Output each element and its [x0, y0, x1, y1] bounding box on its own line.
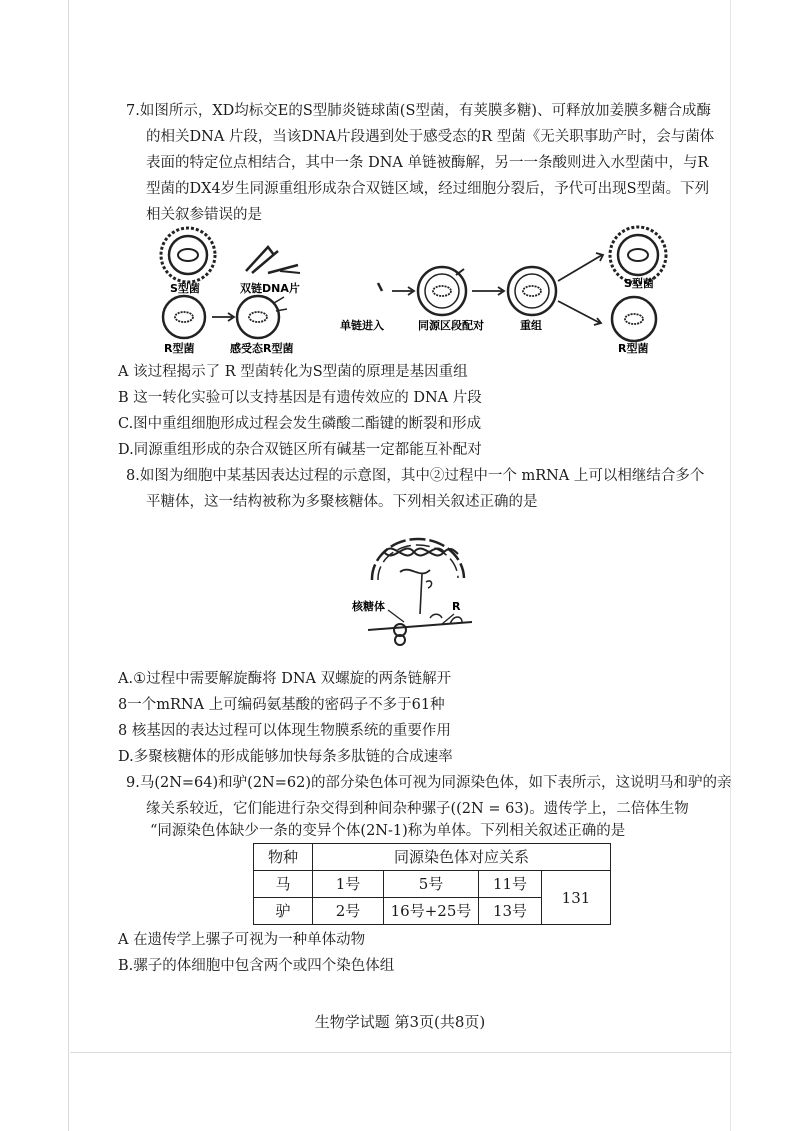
- q8-gene-expression-diagram: [350, 518, 490, 648]
- q8-option-b: 8一个mRNA 上可编码氨基酸的密码子不多于61种: [118, 697, 445, 713]
- homologous-chromosome-table: [253, 843, 611, 925]
- row-cell: 5号: [384, 871, 479, 898]
- q7-option-d: D.同源重组形成的杂合双链区所有碱基一定都能互补配对: [118, 442, 482, 458]
- row-cell: 16号+25号: [384, 898, 479, 925]
- r-bacterium-icon: [163, 296, 205, 338]
- row-species: 驴: [254, 898, 313, 925]
- q7-stem-line-3: 表面的特定位点相结合，其中一条 DNA 单链被酶解，另一一条酸则进入水型菌中，与R: [146, 155, 709, 171]
- competent-r-label: 感受态R型菌: [230, 342, 294, 355]
- q7-option-b: B 这一转化实验可以支持基因是有遗传效应的 DNA 片段: [118, 390, 482, 406]
- ribosome-label: 核糖体: [352, 600, 385, 613]
- r-output-label: R型菌: [618, 342, 649, 355]
- q9-stem-line-3: “同源染色体缺少一条的变异个体(2N-1)称为单体。下列相关叙述正确的是: [150, 823, 626, 839]
- extra-cell: 131: [542, 871, 611, 925]
- table-header-row: [254, 844, 611, 871]
- q7-stem-line-1: 7.如图所示，XD均标交E的S型肺炎链球菌(S型菌，有荚膜多糖)、可释放加姜膜多糖合成酶: [126, 103, 712, 119]
- page-footer: 生物学试题 第3页(共8页): [314, 1013, 486, 1031]
- dna-fragments-icon: [246, 247, 300, 273]
- single-strand-label: 单链进入: [340, 319, 384, 332]
- s-bacterium-icon: [161, 228, 215, 282]
- r-label: R: [452, 600, 461, 613]
- s-output-icon: [610, 227, 666, 283]
- q8-option-a: A.①过程中需要解旋酶将 DNA 双螺旋的两条链解开: [118, 671, 452, 687]
- recombination-label: 重组: [520, 319, 542, 332]
- competent-r-bacterium-icon: [237, 296, 287, 338]
- mrna-polysome-icon: [368, 614, 472, 645]
- scan-edge-right: [730, 0, 731, 1131]
- q9-option-b: B.骡子的体细胞中包含两个或四个染色体组: [118, 958, 395, 974]
- r-output-icon: [612, 297, 656, 341]
- q7-transformation-diagram: [150, 225, 690, 360]
- row-cell: 2号: [313, 898, 384, 925]
- dna-helix-icon: [384, 549, 458, 574]
- row-species: 马: [254, 871, 313, 898]
- q8-stem-line-2: 平糖体，这一结构被称为多聚核糖体。下列相关叙述正确的是: [146, 494, 538, 510]
- q7-option-a: A 该过程揭示了 R 型菌转化为S型菌的原理是基因重组: [118, 364, 468, 380]
- homologous-pairing-label: 同源区段配对: [418, 319, 484, 332]
- s-bacterium-label: S型菌: [170, 282, 200, 295]
- q7-option-c: C.图中重组细胞形成过程会发生磷酸二酯键的断裂和形成: [118, 416, 482, 432]
- q7-stem-line-5: 相关叙参错误的是: [146, 207, 262, 223]
- q9-option-a: A 在遗传学上骡子可视为一种单体动物: [118, 932, 366, 948]
- recombinant-cell-icon: [508, 267, 556, 315]
- q8-option-d: D.多聚核糖体的形成能够加快每条多肽链的合成速率: [118, 749, 453, 765]
- q9-stem-line-1: 9.马(2N=64)和驴(2N=62)的部分染色体可视为同源染色体，如下表所示，这说明马和驴的亲: [126, 775, 732, 791]
- header-relation: 同源染色体对应关系: [313, 844, 611, 871]
- scan-edge-left: [68, 0, 69, 1131]
- table-row: [254, 871, 611, 898]
- row-cell: 1号: [313, 871, 384, 898]
- homologous-pairing-icon: [418, 267, 466, 315]
- nucleus-icon: [372, 539, 464, 580]
- q7-stem-line-4: 型菌的DX4岁生同源重组形成杂合双链区域，经过细胞分裂后，予代可出现S型菌。下列: [146, 181, 710, 197]
- row-cell: 13号: [479, 898, 542, 925]
- s-output-label: S型菌: [624, 277, 654, 290]
- header-species: 物种: [254, 844, 313, 871]
- q9-stem-line-2: 缘关系较近，它们能进行杂交得到种间杂种骡子((2N = 63)。遗传学上，二倍体生物: [146, 801, 689, 817]
- dna-fragment-label: 双链DNA片: [240, 282, 300, 295]
- q7-stem-line-2: 的相关DNA 片段，当该DNA片段遇到处于感受态的R 型菌《无关职事助产时，会与菌体: [146, 129, 715, 145]
- q8-option-c: 8 核基因的表达过程可以体现生物膜系统的重要作用: [118, 723, 451, 739]
- row-cell: 11号: [479, 871, 542, 898]
- q8-stem-line-1: 8.如图为细胞中某基因表达过程的示意图，其中②过程中一个 mRNA 上可以相继结合多个: [126, 468, 705, 484]
- r-bacterium-label: R型菌: [164, 342, 195, 355]
- scan-edge-bottom: [70, 1052, 732, 1053]
